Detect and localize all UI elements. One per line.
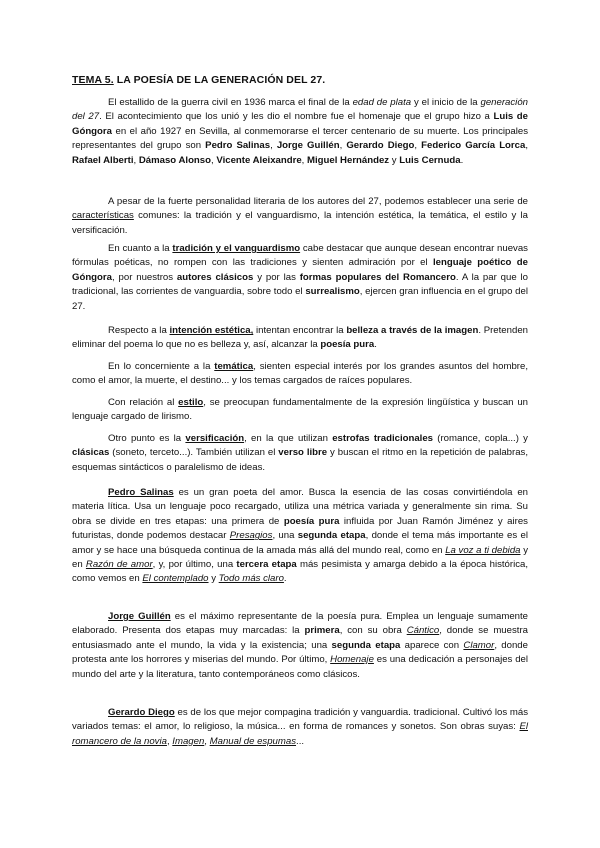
paragraph-tematica: En lo concerniente a la temática, sienten especial interés por los grandes asuntos del hombre, como el amor, la muerte, el destino... y los temas cargados de raíces populares.: [72, 361, 528, 387]
title-label: TEMA 5.: [72, 74, 114, 86]
paragraph-pedro-salinas: Pedro Salinas es un gran poeta del amor. Busca la esencia de las cosas convirtiéndola en materia lítica. Usa un lenguaje poco recargado, utiliza una métrica variada y generalmente sin rima. Su obra se divide en tres etapas: una primera de poesía pura influida por Juan Ramón Jiménez y aires futuristas, donde podemos destacar Presagios, una segunda etapa, donde el tema más importante es el amor y se hace una búsqueda continua de la amada más allá del mundo real, como en La voz a ti debida y en Razón de amor, y, por último, una tercera etapa más pesimista y amarga debido a la época histórica, como vemos en El contemplado y Todo más claro.: [72, 487, 529, 585]
paragraph-tradicion: En cuanto a la tradición y el vanguardismo cabe destacar que aunque desean encontrar nuevas fórmulas poéticas, no rompen con las tradiciones y sienten admiración por el lenguaje poético de Góngora, por nuestros autores clásicos y por las formas populares del Romancero. A la par que lo tradicional, las corrientes de vanguardia, sobre todo el surrealismo, ejercen gran influencia en el grupo del 27.: [72, 243, 528, 312]
page-title: [72, 74, 325, 86]
paragraph-versificacion: Otro punto es la versificación, en la que utilizan estrofas tradicionales (romance, copla...) y clásicas (soneto, terceto...). También utilizan el verso libre y buscan el ritmo en la repetición de palabras, esquemas sintácticos o paralelismo de ideas.: [72, 433, 528, 473]
paragraph-intencion: Respecto a la intención estética, intentan encontrar la belleza a través de la imagen. Pretenden eliminar del poema lo que no es belleza y, así, alcanzar la poesía pura.: [72, 325, 528, 351]
paragraph-caracteristicas: A pesar de la fuerte personalidad literaria de los autores del 27, podemos establecer una serie de características comunes: la tradición y el vanguardismo, la intención estética, la temática, el estilo y la versificación.: [72, 196, 528, 236]
title-text: LA POESÍA DE LA GENERACIÓN DEL 27.: [113, 74, 326, 86]
paragraph-jorge-guillen: Jorge Guillén es el máximo representante de la poesía pura. Emplea un lenguaje sumamente elaborado. Presenta dos etapas muy marcadas: la primera, con su obra Cántico, donde se muestra entusiasmado ante el mundo, la vida y la existencia; una segunda etapa aparece con Clamor, donde protesta ante los horrores y miserias del mundo. Por último, Homenaje es una dedicación a personajes del mundo del arte y la literatura, tanto contemporáneos como clásicos.: [72, 611, 528, 680]
paragraph-estilo: Con relación al estilo, se preocupan fundamentalmente de la expresión lingüística y buscan un lenguaje cargado de lirismo.: [72, 397, 528, 423]
paragraph-gerardo-diego: Gerardo Diego es de los que mejor compagina tradición y vanguardia. tradicional. Cultivó los más variados temas: el amor, lo religioso, la música... en forma de romances y sonetos. Son obras suyas: El romancero de la novia, Imagen, Manual de espumas...: [72, 707, 529, 747]
paragraph-intro: El estallido de la guerra civil en 1936 marca el final de la edad de plata y el inicio de la generación del 27. El acontecimiento que los unió y les dio el nombre fue el homenaje que el grupo hizo a Luis de Góngora en el año 1927 en Sevilla, al conmemorarse el tercer centenario de su muerte. Los principales representantes del grupo son Pedro Salinas, Jorge Guillén, Gerardo Diego, Federico García Lorca, Rafael Alberti, Dámaso Alonso, Vicente Aleixandre, Miguel Hernández y Luis Cernuda.: [72, 97, 529, 166]
